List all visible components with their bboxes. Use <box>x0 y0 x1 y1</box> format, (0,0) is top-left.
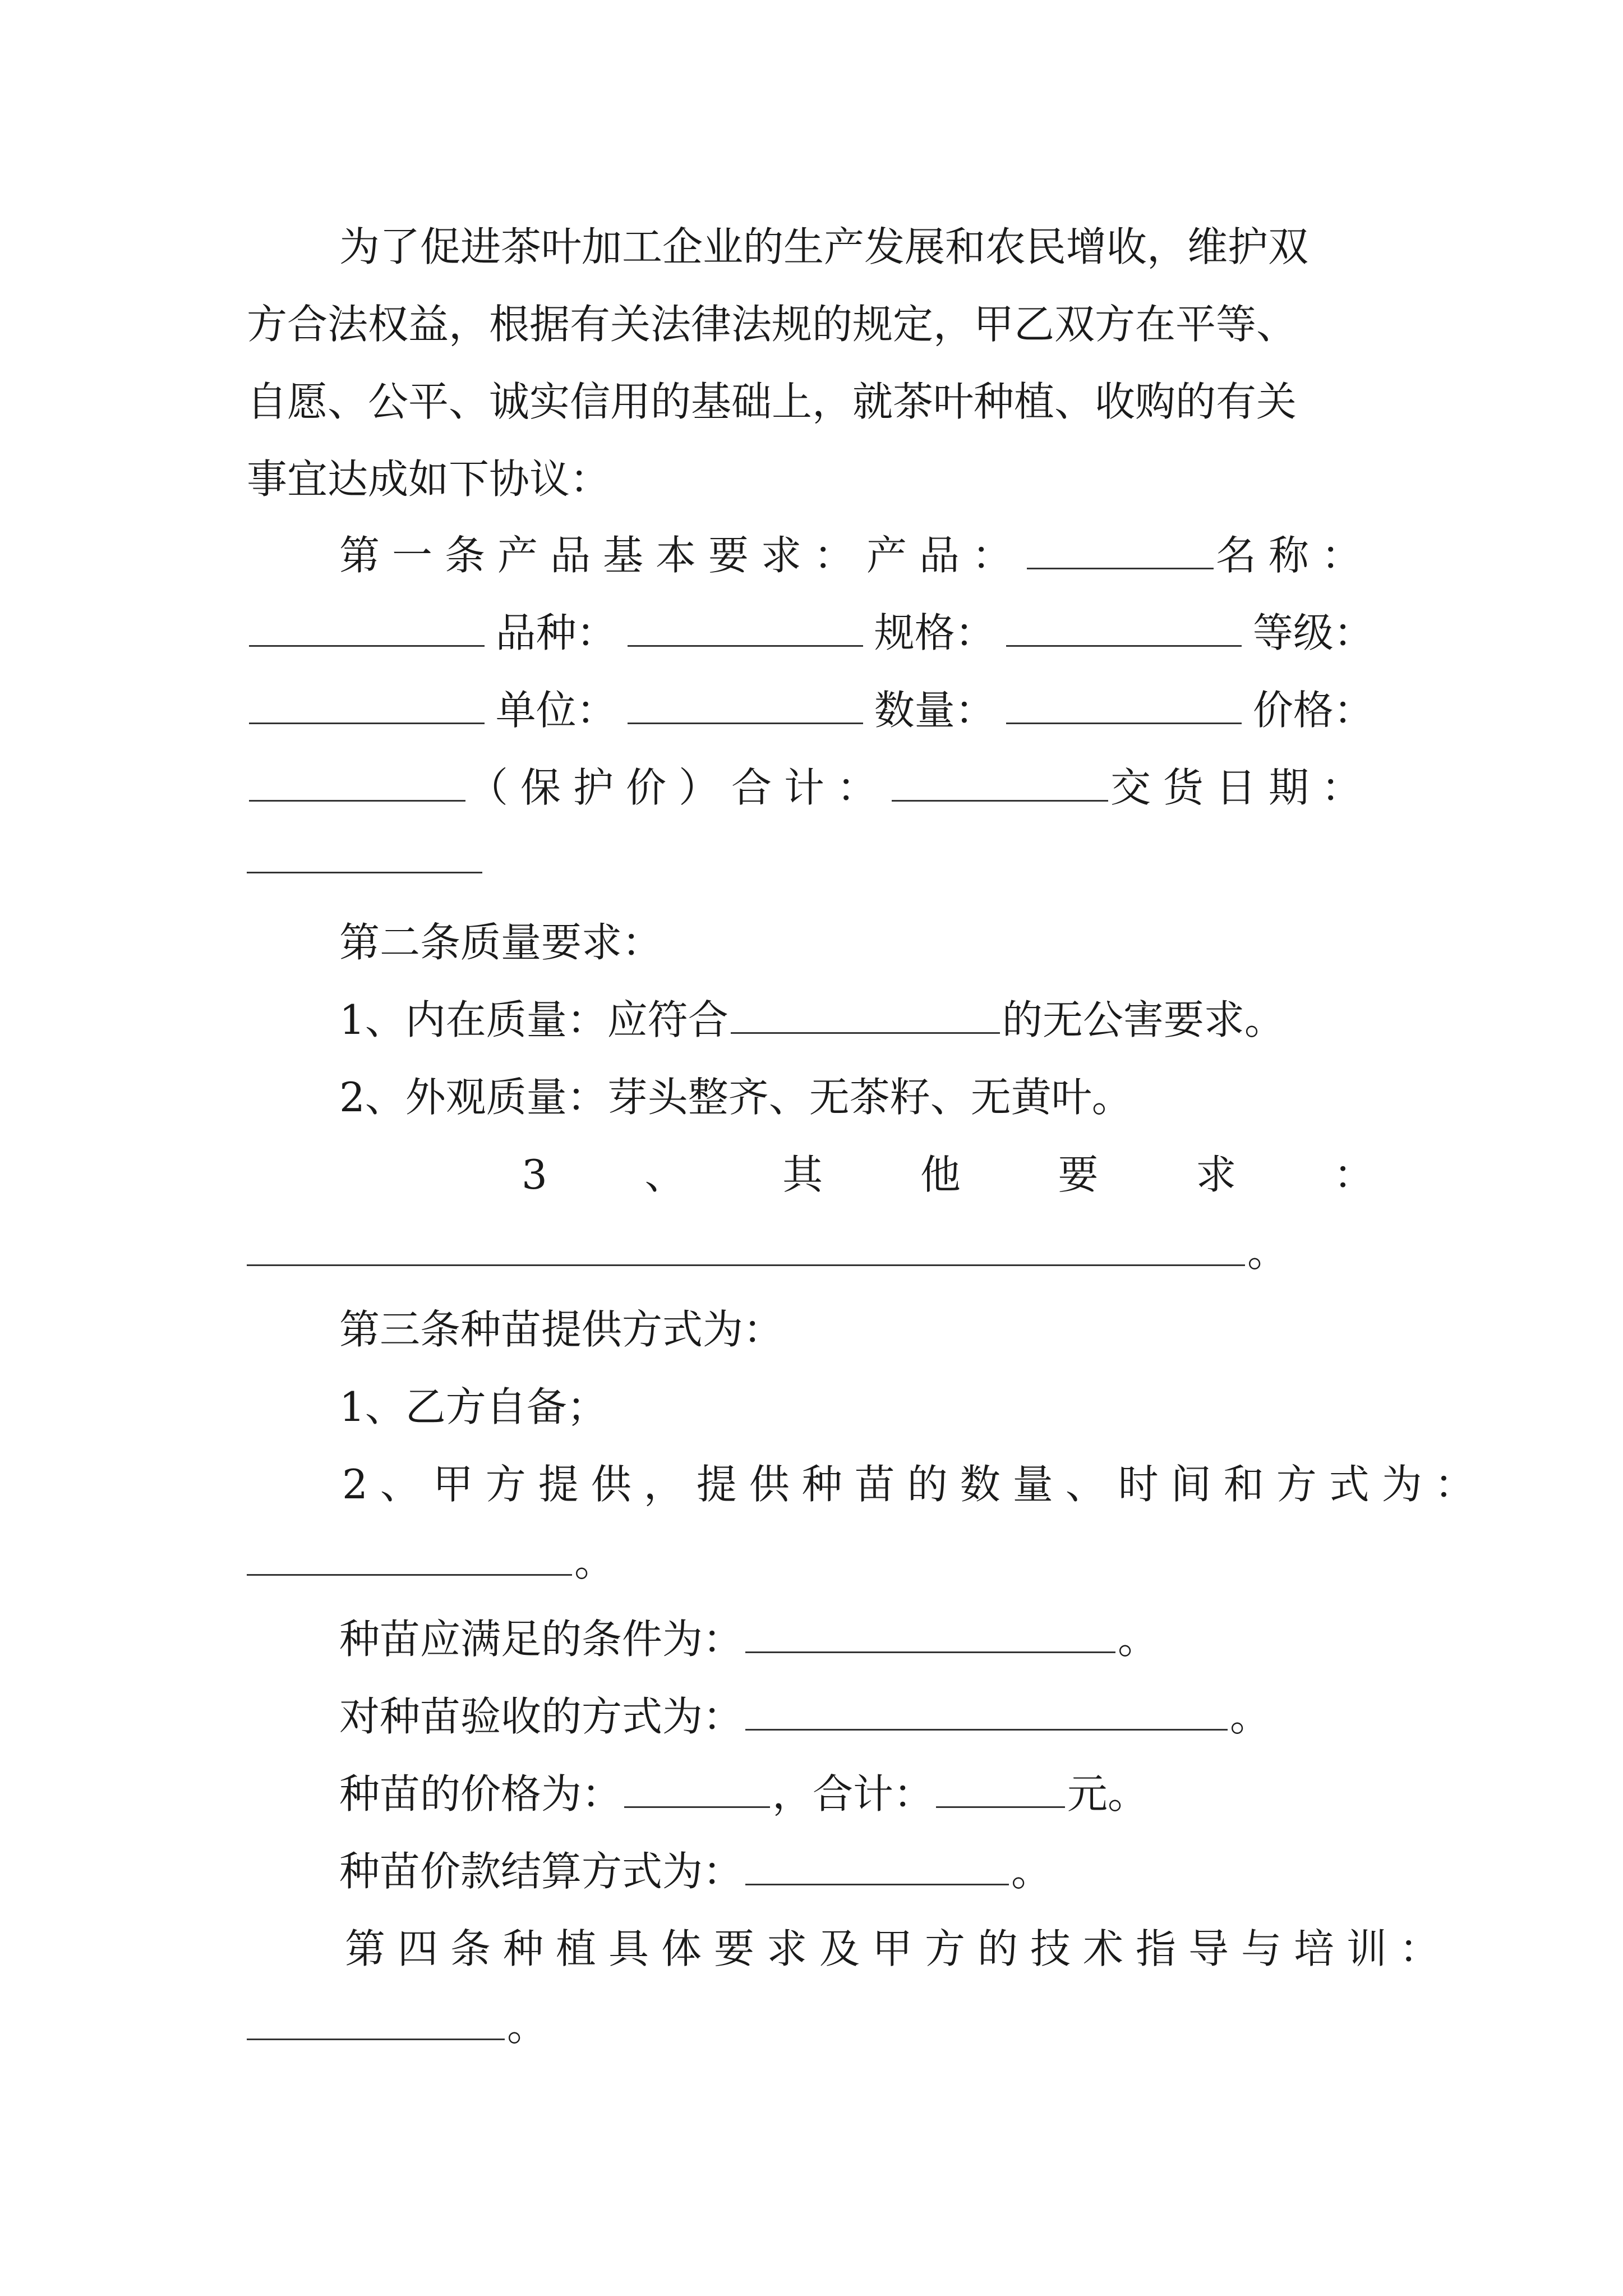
seedling-acceptance-line <box>247 1688 1374 1745</box>
intro-line-2 <box>247 296 1374 352</box>
yuan-suffix: 元。 <box>1067 1770 1149 1818</box>
intro-line-1 <box>247 219 1374 275</box>
seedling-acceptance-blank[interactable] <box>745 1694 1228 1731</box>
seedling-price-line <box>247 1766 1374 1822</box>
other-req-char: 其 <box>782 1151 823 1198</box>
article2-item3-blank-line <box>247 1224 1374 1280</box>
appearance-quality: 2、外观质量：芽头整齐、无茶籽、无黄叶。 <box>339 1074 1132 1121</box>
article3-item2 <box>247 1456 1487 1512</box>
period: 。 <box>1118 1616 1159 1663</box>
seedling-total-label: ，合计： <box>772 1770 934 1818</box>
variety-label: 品种： <box>495 609 617 656</box>
seedling-settlement-label: 种苗价款结算方式为： <box>339 1848 744 1895</box>
intro-text: 为了促进茶叶加工企业的生产发展和农民增收，维护双 <box>339 223 1309 270</box>
article4-title: 第四条种植具体要求及甲方的技术指导与培训： <box>345 1925 1453 1972</box>
name-label: 名称： <box>1215 532 1374 579</box>
spec-blank[interactable] <box>1006 610 1242 647</box>
intro-line-3 <box>247 374 1374 430</box>
article1-line-4 <box>247 760 1374 816</box>
other-req-char: 求 <box>1196 1151 1237 1198</box>
article1-line-3 <box>247 682 1374 738</box>
quantity-blank[interactable] <box>1006 688 1242 724</box>
seedling-conditions-blank[interactable] <box>745 1617 1115 1653</box>
other-req-char: 3 <box>522 1151 547 1198</box>
period: 。 <box>574 1538 615 1585</box>
seedling-settlement-line <box>247 1843 1374 1899</box>
other-req-char: 他 <box>920 1151 961 1198</box>
spec-label: 规格： <box>874 609 995 656</box>
intro-text: 自愿、公平、诚实信用的基础上，就茶叶种植、收购的有关 <box>247 378 1297 425</box>
seedling-acceptance-label: 对种苗验收的方式为： <box>339 1693 744 1740</box>
seedling-supply-blank[interactable] <box>247 1539 572 1576</box>
inner-quality-blank[interactable] <box>731 997 1000 1034</box>
seedling-price-label: 种苗的价格为： <box>339 1770 623 1818</box>
variety-blank[interactable] <box>628 610 863 647</box>
other-requirements-blank[interactable] <box>247 1230 1245 1266</box>
period: 。 <box>1247 1228 1288 1276</box>
price-label: 价格： <box>1252 687 1374 734</box>
intro-text: 事宜达成如下协议： <box>247 455 611 503</box>
delivery-date-blank[interactable] <box>247 837 482 873</box>
delivery-date-label: 交货日期： <box>1110 764 1374 811</box>
self-prepared: 1、乙方自备； <box>339 1383 607 1430</box>
article4-blank-line <box>247 1998 1374 2054</box>
article1-line-5 <box>247 837 1374 893</box>
quantity-label: 数量： <box>874 687 995 734</box>
article1-line-2 <box>247 605 1374 661</box>
protect-price-total-label: （保护价）合计： <box>467 764 889 811</box>
seedling-conditions-label: 种苗应满足的条件为： <box>339 1616 744 1663</box>
intro-line-4 <box>247 451 1374 507</box>
article1-title: 第一条产品基本要求：产品： <box>339 532 1025 579</box>
unit-label: 单位： <box>495 687 617 734</box>
article3-item1 <box>247 1379 1374 1435</box>
article3-item2-blank-line <box>247 1534 1374 1590</box>
period: 。 <box>1230 1693 1271 1740</box>
inner-quality-suffix: 的无公害要求。 <box>1002 996 1285 1043</box>
seedling-total-blank[interactable] <box>936 1772 1065 1808</box>
other-req-char: ： <box>1333 1151 1374 1198</box>
seedling-conditions-line <box>247 1611 1374 1667</box>
other-req-char: 、 <box>644 1151 685 1198</box>
article3-title: 第三条种苗提供方式为： <box>339 1306 784 1353</box>
other-req-char: 要 <box>1058 1151 1099 1198</box>
article2-item2 <box>247 1069 1374 1125</box>
unit-blank[interactable] <box>628 688 863 724</box>
article1-line-1 <box>247 527 1374 583</box>
article2-title-line <box>247 914 1374 970</box>
grade-label: 等级： <box>1252 609 1374 656</box>
intro-text: 方合法权益，根据有关法律法规的规定，甲乙双方在平等、 <box>247 301 1297 348</box>
name-blank[interactable] <box>249 610 485 647</box>
inner-quality-label: 1、内在质量：应符合 <box>339 996 728 1043</box>
article4-title-line <box>247 1921 1453 1977</box>
party-a-provides: 2、甲方提供，提供种苗的数量、时间和方式为： <box>342 1461 1487 1508</box>
article2-item3 <box>247 1147 1374 1203</box>
period: 。 <box>1011 1848 1052 1895</box>
article3-title-line <box>247 1301 1374 1358</box>
article2-item1 <box>247 992 1374 1048</box>
article2-title: 第二条质量要求： <box>339 919 663 966</box>
seedling-settlement-blank[interactable] <box>745 1849 1009 1885</box>
total-blank[interactable] <box>892 765 1108 802</box>
product-blank[interactable] <box>1027 533 1214 569</box>
grade-blank[interactable] <box>249 688 485 724</box>
seedling-price-blank[interactable] <box>624 1772 770 1808</box>
period: 。 <box>507 2003 548 2050</box>
price-blank[interactable] <box>249 765 465 802</box>
planting-guidance-blank[interactable] <box>247 2004 505 2040</box>
